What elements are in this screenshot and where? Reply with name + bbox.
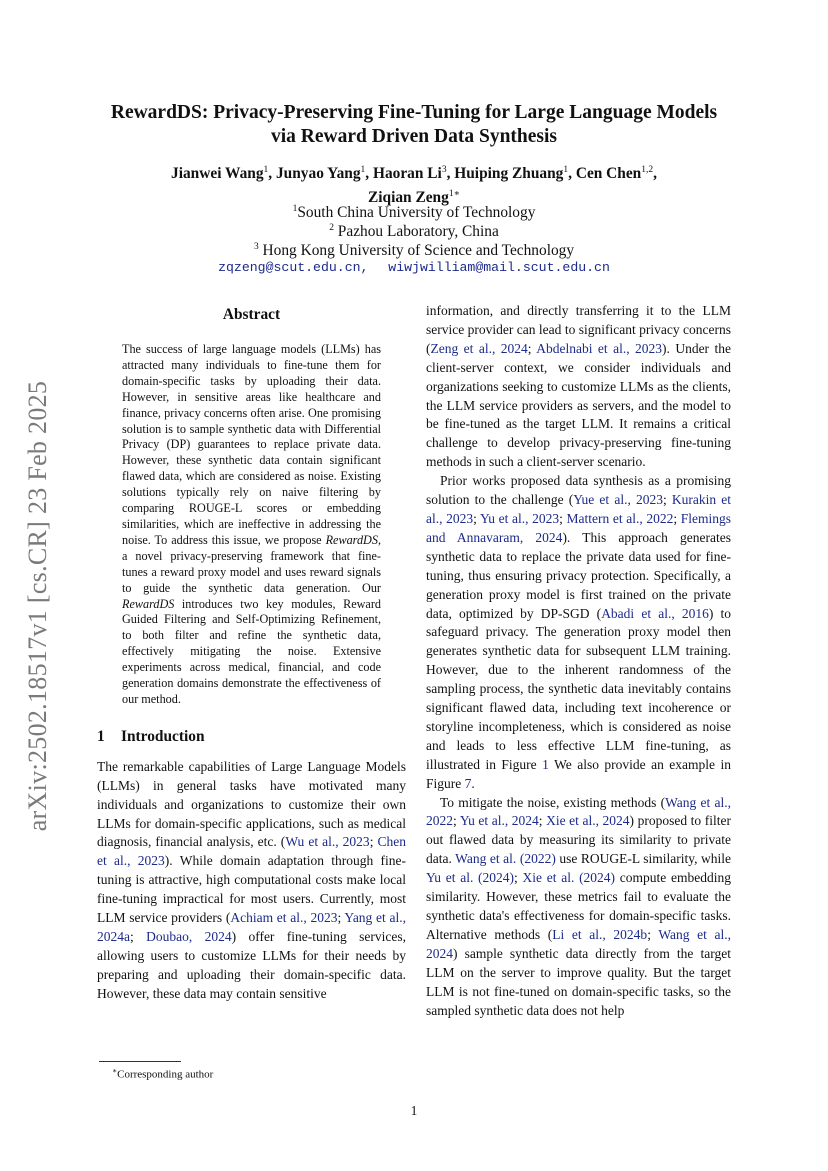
abstract-text [122,342,381,708]
author-affiliation-mark: 1 [563,165,569,175]
citation-link[interactable]: Yang et al., 2024a [97,910,406,944]
author-name: Haoran Li [372,165,442,183]
email-link[interactable]: zqzeng@scut.edu.cn, [218,260,369,275]
section-title: Introduction [121,727,205,745]
citation-link[interactable]: Abdelnabi et al., 2023 [536,340,663,356]
author-name: Ziqian Zeng [367,189,449,207]
text-run: The success of large language models (LLMs) has attracted many individuals to fine-tune them for domain-specific tasks by uploading their data. However, in sensitive areas like healthcare and finance, privacy concerns often arise. One promising solution is to sample synthetic data with Differential Privacy (DP) guarantees to replace private data. However, these synthetic data contain significant flawed data, which are considered as noise. Existing solutions typically rely on naive filtering by comparing ROUGE-L scores or embedding similarities, which are ineffective in addressing the noise. To address this issue, we propose [122,342,381,547]
citation-link[interactable]: Achiam et al., 2023 [230,910,338,926]
citation-link[interactable]: Mattern et al., 2022 [566,510,674,526]
citation-link[interactable]: Yu et al. (2024) [426,870,515,886]
text-run: ; [538,813,547,829]
abstract-heading: Abstract [222,306,281,323]
affiliation-1: $^1$South China University of Technology [292,204,536,222]
right-column [426,302,731,1020]
page-number: 1 [410,1103,418,1118]
citation-link[interactable]: Abadi et al., 2016 [601,605,709,621]
affiliation-3: $^3$ Hong Kong University of Science and Technology [253,242,575,260]
citation-link[interactable]: 7 [464,775,472,791]
text-run: ) proposed to filter out flawed data by measuring its similarity to private data. [426,813,731,867]
author-name: Cen Chen [575,165,642,183]
citation-link[interactable]: Wu et al., 2023 [285,834,370,850]
text-run: ; [647,926,659,942]
citation-link[interactable]: Chen et al., 2023 [97,834,406,869]
author-list: Jianwei Wang$^1$, Junyao Yang$^1$, Haoran Li$^3$, Huiping Zhuang$^1$, Cen Chen$^{1,2}$, Ziqian Zeng$^{1∗}$ [171,165,657,207]
citation-link[interactable]: Wang et al. (2022) [455,851,556,867]
left-column [97,305,406,1004]
author-affiliation-mark: 1 [263,165,269,175]
text-run: The remarkable capabilities of Large Language Models (LLMs) in general tasks have motivated many individuals and organizations to customize their own LLMs for domain-specific applications, such as medical diagnosis, financial analysis, etc. ( [97,758,406,850]
section-heading [97,727,406,747]
text-run: ) to safeguard privacy. The generation proxy model then generates synthetic data for subsequent LLM training. However, due to the inherent randomness of the sampling process, the synthetic data inevitably contains significant flawed data, including text incoherence or storyline incompleteness, which is considered as noise and leads to less effective LLM fine-tuning, as illustrated in Figure [426,605,732,772]
citation-link[interactable]: Zeng et al., 2024 [430,340,528,356]
author-affiliation-mark: 1∗ [448,189,461,200]
text-run: ; [527,340,537,356]
text-run: We also provide an example in Figure [426,756,731,791]
text-run: ) sample synthetic data directly from the target LLM on the server to improve quality. But the target LLM is not fine-tuned on domain-specific tasks, so the sampled synthetic data does not help [426,945,731,1018]
intro-paragraph-continued [426,302,731,472]
intro-paragraph-3 [426,794,731,1021]
text-run: ) offer fine-tuning services, allowing users to customize LLMs for their needs by preparing and uploading their domain-specific data. However, these data may contain sensitive [97,929,406,1001]
text-run: ; [673,510,681,526]
text-run: ). While domain adaptation through fine-tuning is attractive, high computational costs make local fine-tuning impractical for most users. Currently, most LLM service providers ( [97,853,406,926]
citation-link[interactable]: Li et al., 2024b [552,926,648,942]
text-run: ; [662,492,672,508]
citation-link[interactable]: Kurakin et al., 2023 [426,492,731,526]
author-affiliation-mark: 1,2 [641,165,654,175]
text-run: ). Under the client-server context, we consider individuals and organizations seeking to customize LLMs as the clients, the LLM service providers as servers, and the model to be fine-tuned as the target LLM. It remains a critical challenge to develop privacy-preserving fine-tuning methods in such a client-server scenario. [426,340,731,470]
citation-link[interactable]: Xie et al., 2024 [546,813,630,829]
paper-title [96,101,732,149]
text-run: ; [514,870,523,886]
text-run: , a novel privacy-preserving framework that fine-tunes a reward proxy model and uses reward signals to guide the synthetic data generation. Our [122,532,381,595]
citation-link[interactable]: Flemings and Annavaram, 2024 [426,510,731,545]
footnote-rule [99,1061,181,1062]
title-line-2: via Reward Driven Data Synthesis [271,126,557,147]
intro-paragraph-2 [426,472,731,793]
text-run: information, and directly transferring it to the LLM service provider can lead to significant privacy concerns ( [426,303,731,356]
email-link[interactable]: wiwjwilliam@mail.scut.edu.cn [388,260,610,275]
affiliation-2: $^2$ Pazhou Laboratory, China [329,223,499,241]
section-number: 1 [97,727,105,745]
author-name: Jianwei Wang [171,165,264,183]
arxiv-stamp: arXiv:2502.18517v1 [cs.CR] 23 Feb 2025 [23,380,53,832]
author-affiliation-mark: 3 [441,165,447,175]
method-name: RewardDS [325,532,378,547]
author-affiliation-mark: 1 [360,165,366,175]
author-name: Huiping Zhuang [454,165,564,183]
method-name: RewardDS [122,596,175,611]
text-run: ; [453,813,460,829]
citation-link[interactable]: Doubao, 2024 [146,929,232,944]
author-name: Junyao Yang [275,165,361,183]
text-run: ; [559,510,567,526]
text-run: ; [473,510,480,526]
text-run: use ROUGE-L similarity, while [555,851,731,867]
footnote: ∗Corresponding author [112,1066,214,1081]
text-run: . [471,775,475,791]
text-run: introduces two key modules, Reward Guided Filtering and Self-Optimizing Refinement, to both filter and refine the synthetic data, effectively mitigating the noise. Extensive experiments across medical, financial, and code generation domains demonstrate the effectiveness of our method. [122,596,381,706]
text-run: ; [337,910,345,926]
citation-link[interactable]: Wang et al., 2022 [426,794,732,829]
author-emails [96,260,732,275]
text-run: ). This approach generates synthetic data to replace the private data used for fine-tuning, thus ensuring privacy protection. Specifically, a generation proxy model is first trained on the private data, optimized by DP-SGD ( [426,529,732,621]
text-run: Prior works proposed data synthesis as a promising solution to the challenge ( [426,473,731,508]
citation-link[interactable]: Yue et al., 2023 [573,492,663,508]
citation-link[interactable]: Wang et al., 2024 [426,926,732,961]
text-run: ; [369,834,378,850]
citation-link[interactable]: Xie et al. (2024) [522,870,616,886]
title-line-1: RewardDS: Privacy-Preserving Fine-Tuning for Large Language Models [110,102,718,123]
intro-paragraph [97,758,406,1004]
citation-link[interactable]: Yu et al., 2024 [459,813,539,829]
citation-link[interactable]: Yu et al., 2023 [480,510,560,526]
text-run: To mitigate the noise, existing methods ( [440,794,666,810]
citation-link[interactable]: 1 [542,756,549,772]
text-run: ; [130,929,147,944]
text-run: compute embedding similarity. However, these metrics fail to evaluate the synthetic data's effectiveness for domain-specific tasks. Alternative methods ( [426,870,731,942]
